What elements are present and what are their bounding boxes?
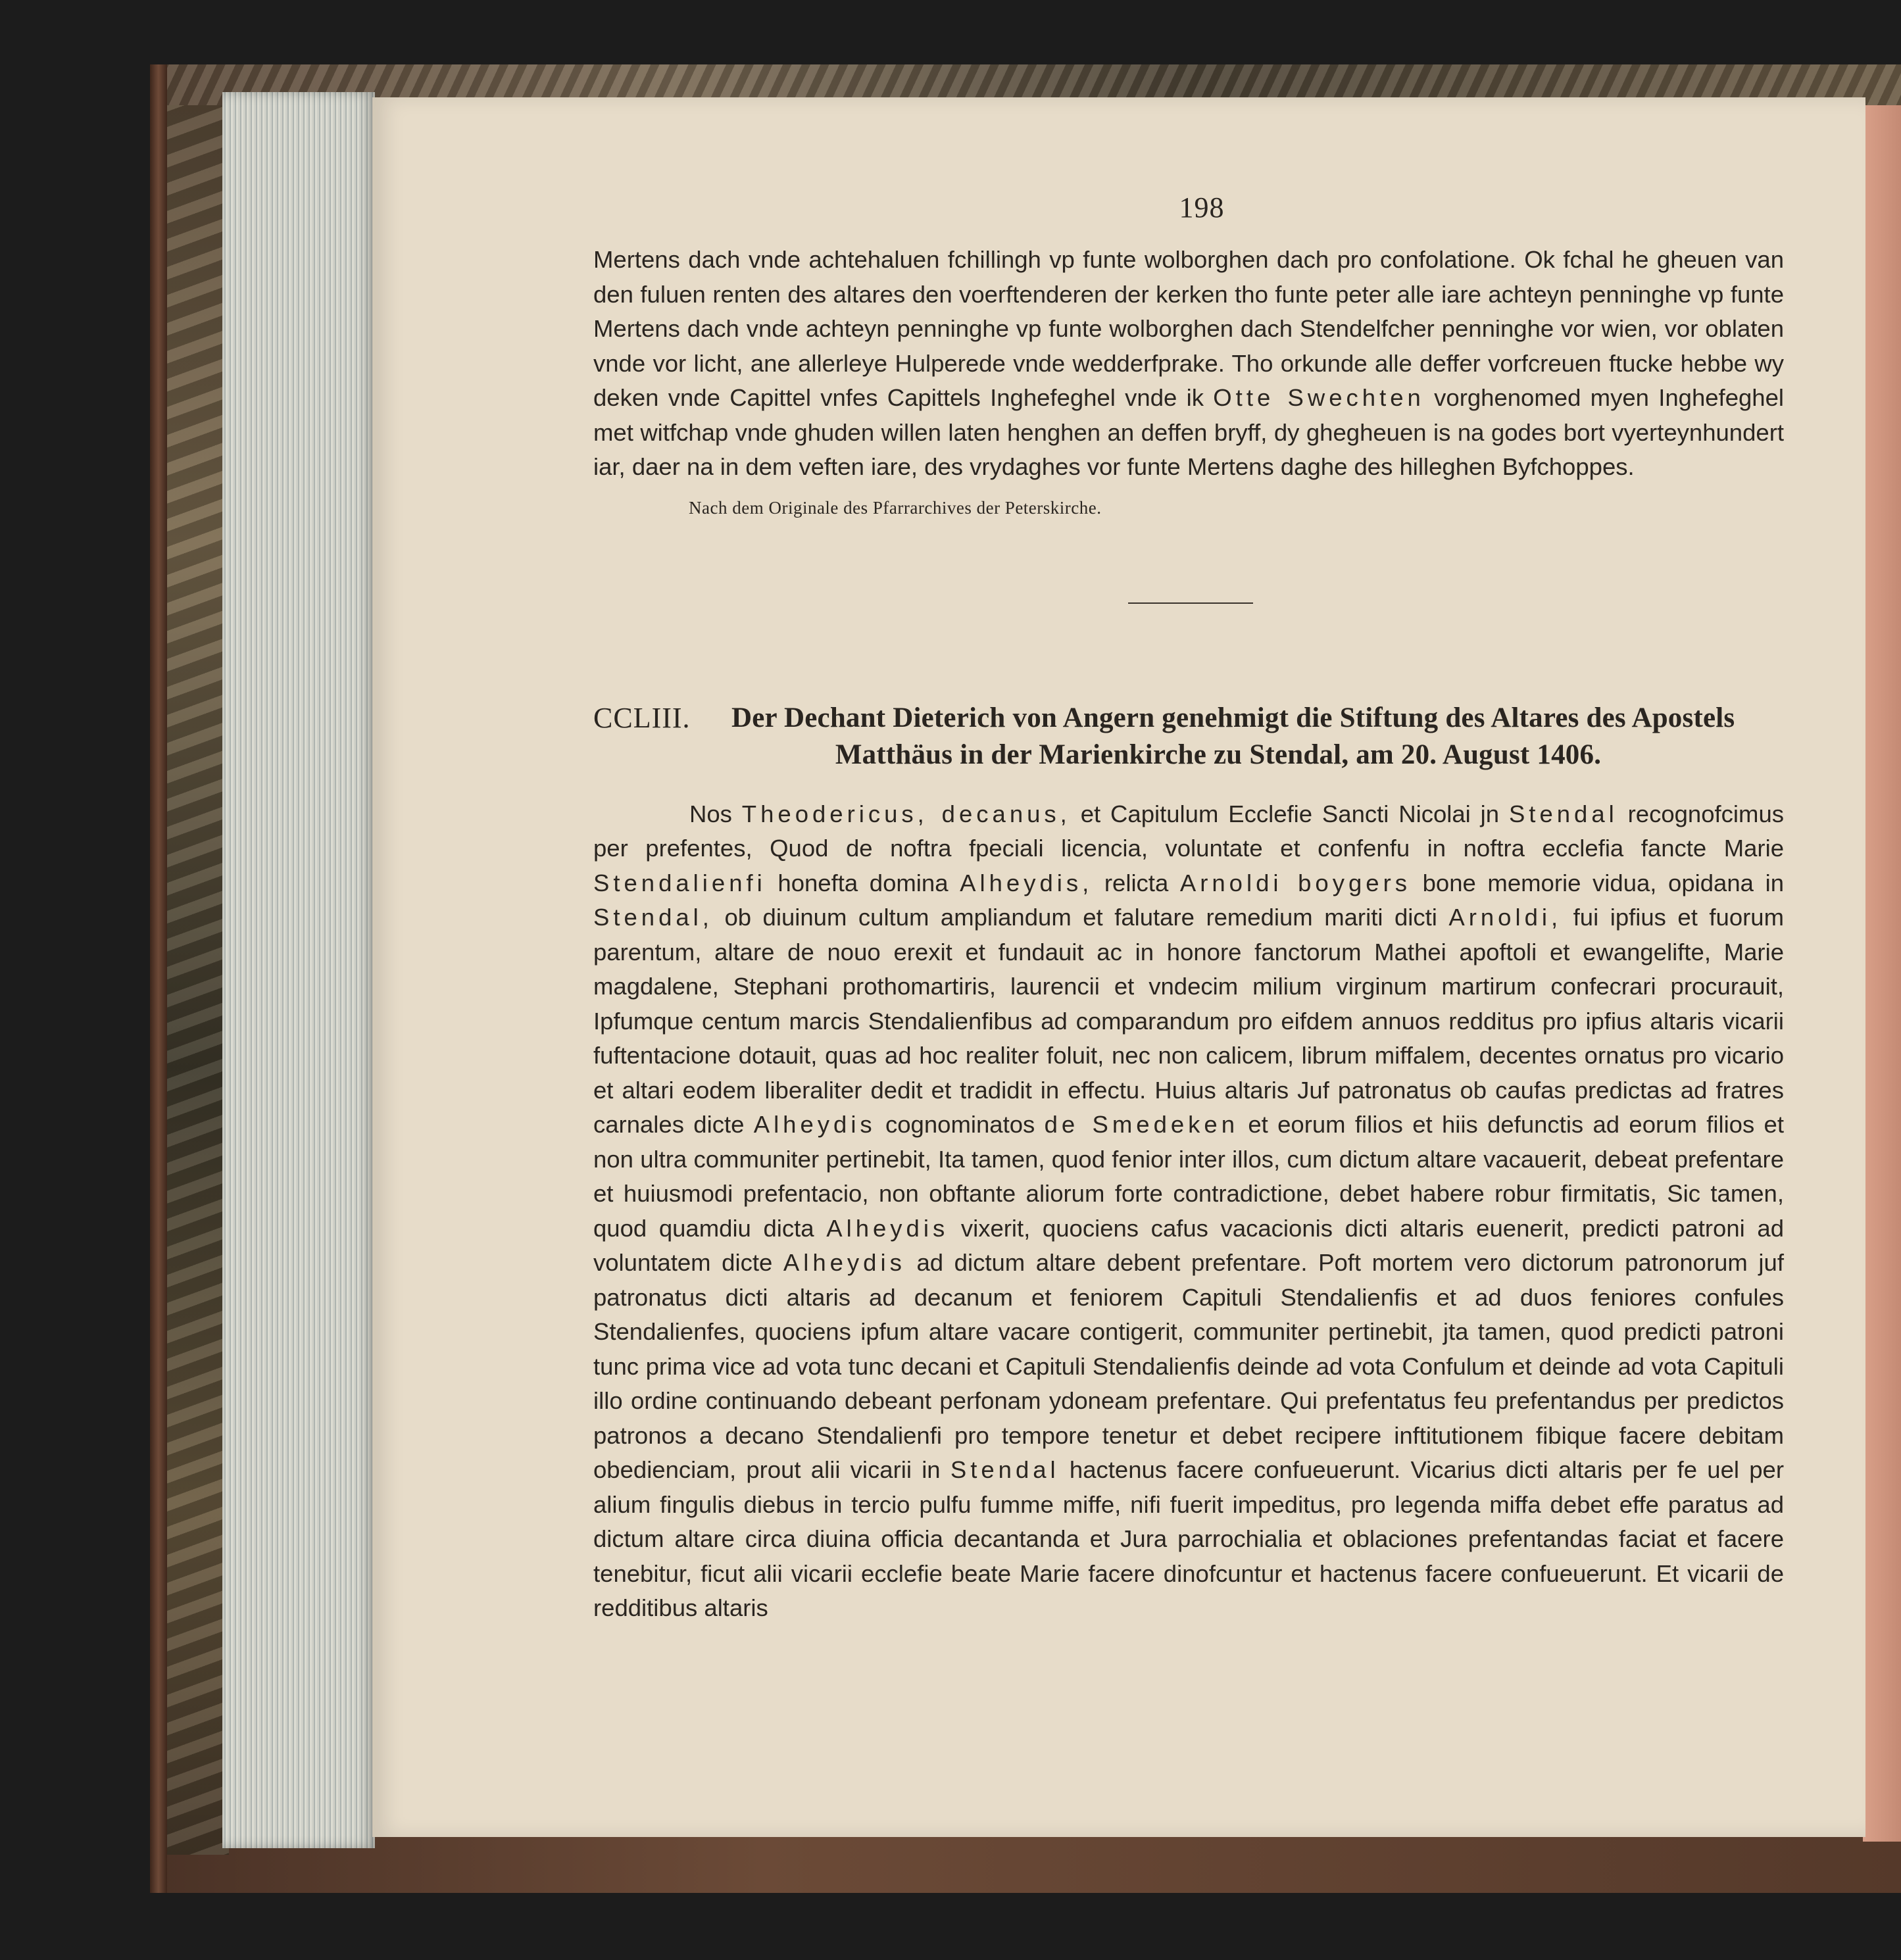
text-segment: cognominatos (876, 1111, 1045, 1138)
spaced-name: Theodericus, decanus, (741, 800, 1071, 827)
text-segment: hactenus facere confueuerunt. Vicarius dicti altaris per fe uel per alium fingulis diebus in tercio pulfu fumme miffe, nifi fuerit impeditus, pro legenda miffa debet effe paratus ad dictum altare circa diuina officia decantanda et Jura parrochialia et oblaciones prefentandas faciat et facere tenebitur, ficut alii vicarii ecclefie beate Marie facere dinofcuntur et hactenus facere confueuerunt. Et vicarii de redditibus altaris (593, 1456, 1784, 1621)
text-segment: ad dictum altare debent prefentare. Poft mortem vero dictorum patronorum juf patronatus dicti altaris ad decanum et feniorem Capituli Stendalienfis et ad duos feniores confules Stendalienfes, quociens ipfum altare vacare contigerit, communiter pertinebit, jta tamen, quod predicti patroni tunc prima vice ad vota tunc decani et Capituli Stendalienfis deinde ad vota Confulum et deinde ad vota Capituli illo ordine continuando debeant perfonam ydoneam prefentare. Qui prefentatus feu prefentandus per predictos patronos a decano Stendalienfi pro tempore tenetur et debet recipere inftitutionem fibique facere debitam obedienciam, prout alii vicarii in (593, 1249, 1784, 1483)
document-title (731, 700, 1784, 773)
text-segment: recognofcimus per prefentes, Quod de noftra fpeciali licencia, voluntate et confenfu in noftra ecclefia fancte Marie (593, 800, 1784, 862)
text-segment: Mertens dach vnde achtehaluen fchillingh vp funte wolborghen dach pro confolatione. Ok fchal he gheuen van den fuluen renten des altares den voerftenderen der kerken tho funte peter alle iare achteyn penninghe vp funte Mertens dach vnde achteyn penninghe vp funte wolborghen dach Stendelfcher penninghe vor wien, vor oblaten vnde vor licht, ane allerleye Hulperede vnde wedderfprake. Tho orkunde alle deffer vorfcreuen ftucke hebbe wy deken vnde Capittel vnfes Capittels Inghefeghel vnde ik (593, 246, 1784, 411)
page-edges (222, 92, 375, 1848)
text-segment: et Capitulum Ecclefie Sancti Nicolai jn (1070, 800, 1509, 827)
document-heading (593, 700, 1784, 773)
right-cover-edge (1863, 105, 1901, 1842)
page-number: 198 (1179, 191, 1225, 224)
text-segment: relicta (1093, 869, 1180, 896)
spaced-name: de Smedeken (1044, 1111, 1239, 1138)
charter-text (593, 797, 1784, 1626)
spaced-name: Stendalienfi (593, 869, 766, 896)
spaced-name: Stendal, (593, 904, 713, 931)
document-number: CCLIII. (593, 701, 691, 734)
title-line-1: Der Dechant Dieterich von Angern genehmigt die Stiftung des Altares des Apostels (731, 702, 1735, 733)
spaced-name: Alheydis (753, 1111, 876, 1138)
source-note: Nach dem Originale des Pfarrarchives der Peterskirche. (689, 497, 1102, 518)
section-divider (1128, 602, 1253, 604)
leather-binding (150, 64, 167, 1893)
text-segment: vixerit, quociens cafus vacacionis dicti altaris euenerit, predicti patroni ad voluntatem dicte (593, 1214, 1784, 1276)
spaced-name: Arnoldi, (1448, 904, 1562, 931)
text-segment: ob diuinum cultum ampliandum et falutare remedium mariti dicti (712, 904, 1449, 931)
text-segment: fui ipfius et fuorum parentum, altare de nouo erexit et fundauit ac in honore fanctorum Mathei apoftoli et ewangelifte, Marie magdalene, Stephani prothomartiris, laurencii et vndecim milium virginum martirum confecrari procurauit, Ipfumque centum marcis Stendalienfibus ad comparandum pro eifdem annuos redditus pro ipfius altaris vicarii fuftentacione dotauit, quas ad hoc realiter foluit, nec non calicem, librum miffalem, decentes ornatus pro vicario et altari eodem liberaliter dedit et tradidit in effectu. Huius altaris Juf patronatus ob caufas predictas ad fratres carnales dicte (593, 904, 1784, 1138)
text-segment: Nos (689, 800, 742, 827)
spaced-name: Alheydis (826, 1214, 949, 1242)
page-content (593, 191, 1784, 1626)
spaced-name: Stendal (1508, 800, 1618, 827)
text-segment: bone memorie vidua, opidana in (1410, 869, 1784, 896)
spaced-name: Otte Swechten (1213, 384, 1425, 411)
spaced-name: Arnoldi boygers (1179, 869, 1411, 896)
title-line-2: Matthäus in der Marienkirche zu Stendal, am 20. August 1406. (835, 739, 1602, 770)
spaced-name: Stendal (950, 1456, 1060, 1483)
spaced-name: Alheydis (783, 1249, 906, 1276)
paragraph-continuation (593, 243, 1784, 485)
spaced-name: Alheydis, (960, 869, 1093, 896)
text-segment: et eorum filios et hiis defunctis ad eorum filios et non ultra communiter pertinebit, Ita tamen, quod fenior inter illos, cum dictum altare vacauerit, debeat prefentare et huiusmodi prefentacio, non obftante aliorum forte contradictione, debet habere robur firmitatis, Sic tamen, quod quamdiu dicta (593, 1111, 1784, 1242)
text-segment: honefta domina (766, 869, 960, 896)
text-segment: vorghenomed myen Inghefeghel met witfchap vnde ghuden willen laten henghen an deffen bryff, dy ghegheuen is na godes bort vyerteynhundert iar, daer na in dem veften iare, des vrydaghes vor funte Mertens daghe des hilleghen Byfchoppes. (593, 384, 1784, 480)
